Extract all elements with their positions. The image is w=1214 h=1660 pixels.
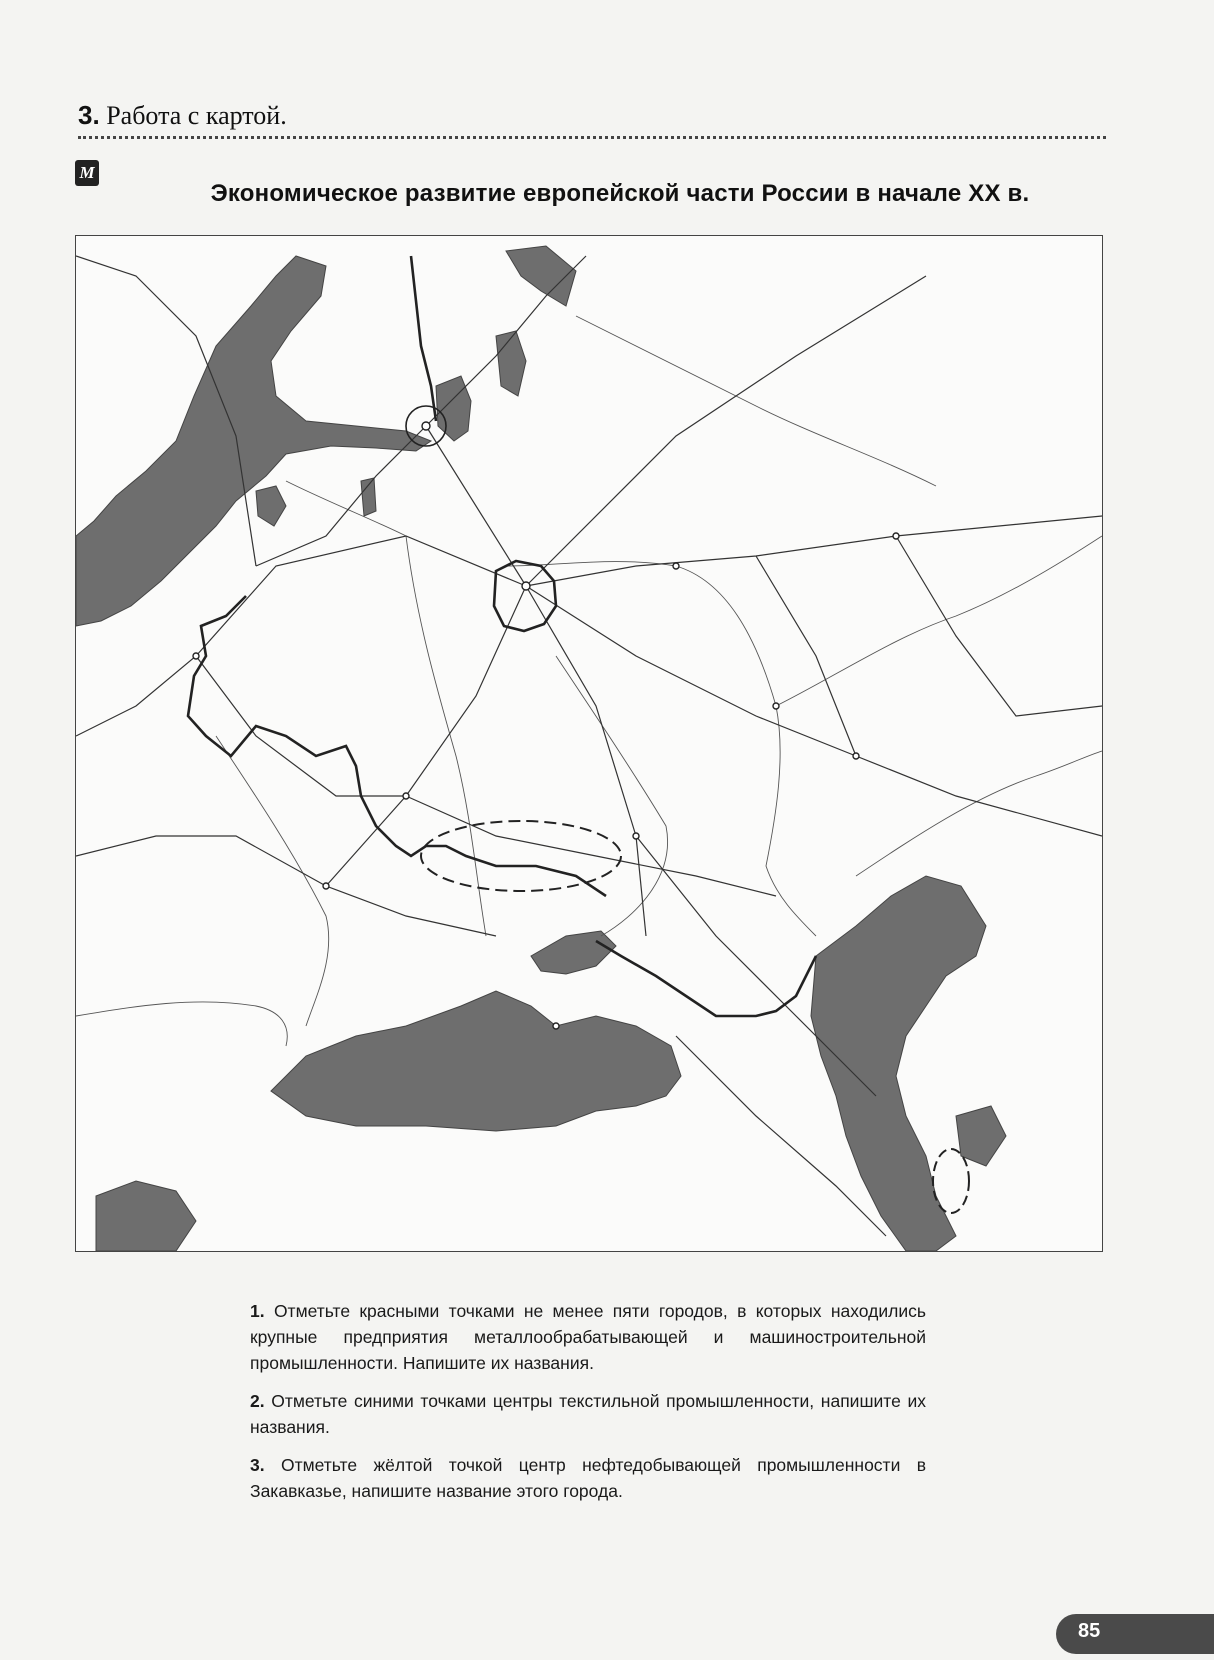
ural-river	[856, 751, 1102, 876]
task-list	[250, 1298, 926, 1516]
railway-line	[76, 836, 326, 886]
railway-line	[326, 586, 526, 886]
water-bodies	[76, 246, 1006, 1251]
city-marker	[853, 753, 859, 759]
map-title: Экономическое развитие европейской части России в начале XX в.	[210, 180, 1030, 207]
caspian-sea	[811, 876, 986, 1251]
kama-river	[776, 536, 1102, 706]
sea-of-azov	[531, 931, 616, 974]
state-border	[188, 596, 606, 896]
task-item	[250, 1298, 926, 1376]
dniester-river	[216, 736, 329, 1026]
railway-line	[526, 276, 926, 586]
city-markers	[193, 422, 899, 1029]
task-item	[250, 1388, 926, 1440]
page-number: 85	[1078, 1620, 1101, 1642]
danube-river	[76, 1002, 287, 1046]
state-border	[411, 256, 436, 421]
task-text: Отметьте жёлтой точкой центр нефтедобывающей промышленности в Закавказье, напишите название этого города.	[250, 1455, 926, 1501]
task-number: 3.	[250, 1455, 265, 1475]
section-heading	[78, 100, 287, 131]
baltic-sea	[76, 256, 431, 626]
lake-onega	[496, 331, 526, 396]
m-icon-letter: М	[79, 163, 95, 182]
task-number: 1.	[250, 1301, 265, 1321]
outline-map	[75, 235, 1103, 1252]
city-marker	[422, 422, 430, 430]
map-canvas	[76, 236, 1102, 1251]
gulf-of-riga	[256, 486, 286, 526]
northern-dvina-river	[576, 316, 936, 486]
black-sea	[271, 991, 681, 1131]
moscow-province-border	[494, 561, 556, 631]
city-marker	[553, 1023, 559, 1029]
aegean-sea	[96, 1181, 196, 1251]
railway-line	[756, 556, 856, 756]
donbas-region-oval	[421, 821, 621, 891]
dnieper-river	[406, 536, 486, 936]
page-number-tab	[1056, 1614, 1214, 1654]
task-number: 2.	[250, 1391, 265, 1411]
task-item	[250, 1452, 926, 1504]
railway-line	[526, 586, 1102, 836]
city-marker	[193, 653, 199, 659]
caucasus-border	[596, 941, 816, 1016]
m-icon	[75, 160, 99, 186]
city-marker	[773, 703, 779, 709]
railway-line	[426, 426, 526, 586]
railway-line	[326, 886, 496, 936]
city-marker	[633, 833, 639, 839]
railway-line	[196, 656, 406, 796]
railway-line	[896, 536, 1102, 716]
task-text: Отметьте синими точками центры текстильной промышленности, напишите их названия.	[250, 1391, 926, 1437]
city-marker	[893, 533, 899, 539]
volga-river	[506, 562, 816, 936]
city-marker	[522, 582, 530, 590]
city-marker	[673, 563, 679, 569]
western-dvina-river	[286, 481, 406, 536]
section-title-text: Работа с картой.	[106, 101, 287, 130]
city-marker	[323, 883, 329, 889]
city-marker	[403, 793, 409, 799]
task-text: Отметьте красными точками не менее пяти городов, в которых находились крупные предприятия металлообрабатывающей и машиностроительной промышленности. Напишите их названия.	[250, 1301, 926, 1373]
section-number: 3.	[78, 100, 100, 130]
railway-line	[526, 516, 1102, 586]
don-river	[556, 656, 668, 936]
lake-peipus	[361, 478, 376, 516]
dotted-divider	[78, 136, 1106, 139]
